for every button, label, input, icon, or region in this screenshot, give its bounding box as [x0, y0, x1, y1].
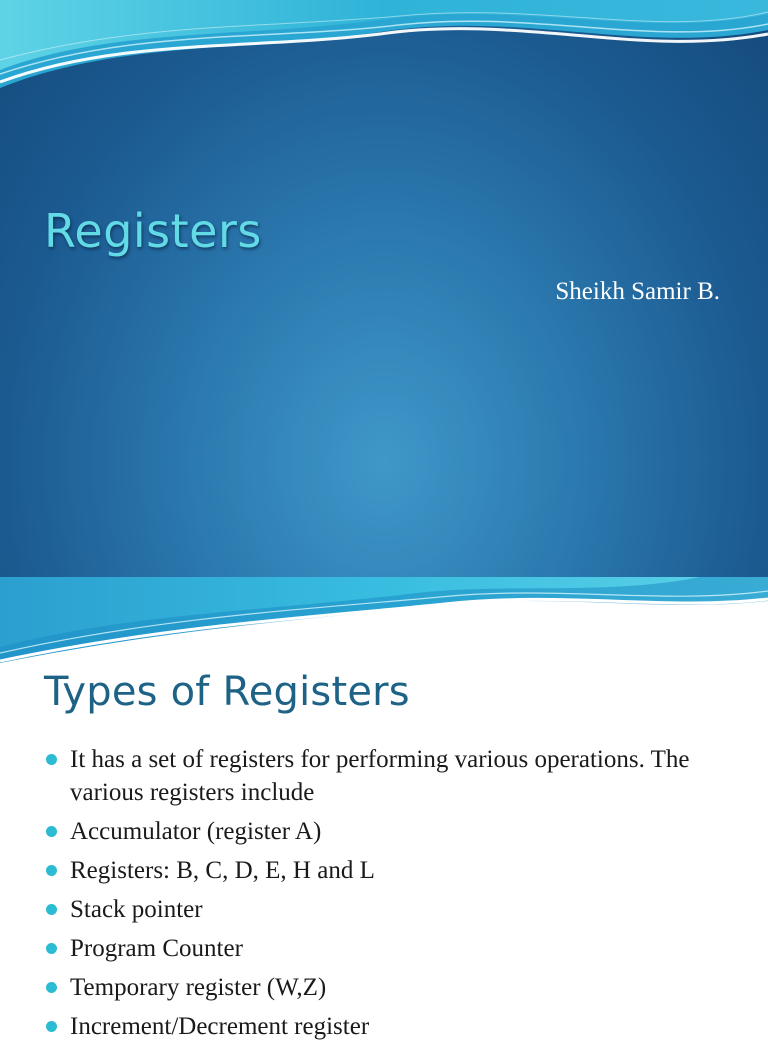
- slide-subtitle: Sheikh Samir B.: [555, 278, 720, 305]
- list-item: Increment/Decrement register: [44, 1010, 744, 1043]
- bullet-icon: [46, 1021, 57, 1032]
- top-wave-decoration: [0, 0, 768, 100]
- slide-title: Types of Registers: [44, 669, 410, 715]
- list-item: Program Counter: [44, 932, 744, 965]
- top-wave-decoration: [0, 577, 768, 667]
- content-slide: [0, 577, 768, 1040]
- list-item: Registers: B, C, D, E, H and L: [44, 854, 744, 887]
- list-item: Temporary register (W,Z): [44, 971, 744, 1004]
- list-item: Stack pointer: [44, 893, 744, 926]
- bullet-icon: [46, 826, 57, 837]
- bullet-icon: [46, 904, 57, 915]
- slide-title: Registers: [44, 204, 262, 258]
- list-item: Accumulator (register A): [44, 815, 744, 848]
- bullet-icon: [46, 982, 57, 993]
- bullet-icon: [46, 943, 57, 954]
- bullet-list: [44, 743, 744, 1049]
- bullet-icon: [46, 754, 57, 765]
- list-item: It has a set of registers for performing various operations. The various registers include: [44, 743, 744, 809]
- bullet-icon: [46, 865, 57, 876]
